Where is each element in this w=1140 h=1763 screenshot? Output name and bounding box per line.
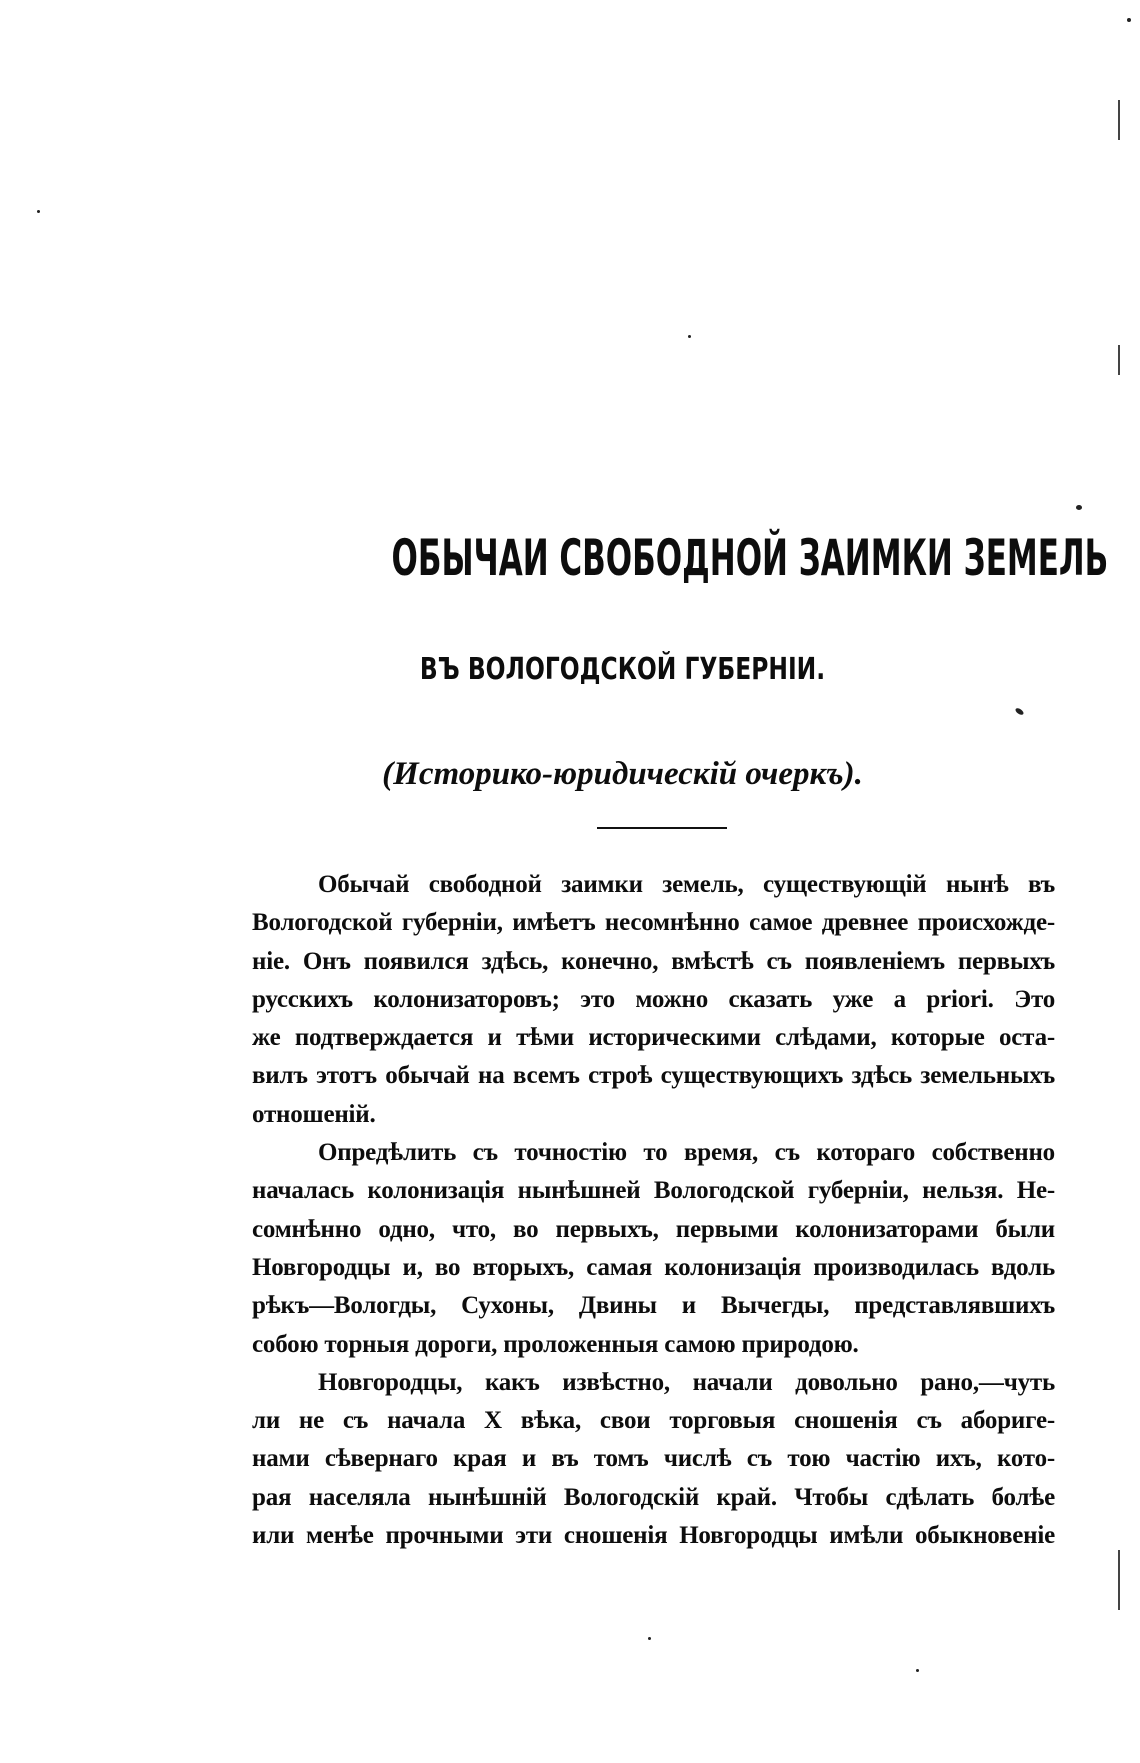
- scan-speck: [1127, 18, 1131, 22]
- text-line: Новгородцы, какъ извѣстно, начали довольно рано,—чуть: [318, 1368, 1055, 1396]
- page-subtitle: ВЪ ВОЛОГОДСКОЙ ГУБЕРНІИ.: [419, 652, 826, 687]
- paragraph: [252, 1134, 1055, 1364]
- text-line: ніе. Онъ появился здѣсь, конечно, вмѣстѣ съ появленіемъ первыхъ: [252, 947, 1055, 975]
- text-line: сомнѣнно одно, что, во первыхъ, первыми колонизаторами были: [252, 1215, 1055, 1243]
- text-line: Новгородцы и, во вторыхъ, самая колонизація производилась вдоль: [252, 1253, 1055, 1281]
- page-title: ОБЫЧАИ СВОБОДНОЙ ЗАИМКИ ЗЕМЕЛЬ: [391, 529, 1109, 587]
- text-line: рѣкъ—Вологды, Сухоны, Двины и Вычегды, представлявшихъ: [252, 1292, 1055, 1320]
- text-line: Обычай свободной заимки земель, существующій нынѣ въ: [318, 871, 1055, 898]
- text-line: рая населяла нынѣшній Вологодскій край. Чтобы сдѣлать болѣе: [252, 1483, 1055, 1511]
- text-line: началась колонизація нынѣшней Вологодской губерніи, нельзя. Не-: [252, 1177, 1055, 1205]
- scan-edge-mark: [1118, 1550, 1120, 1610]
- scan-speck: [37, 210, 40, 213]
- scan-speck: [916, 1669, 919, 1672]
- scan-speck: [648, 1637, 651, 1640]
- text-line: собою торныя дороги, проложенныя самою природою.: [252, 1330, 859, 1358]
- scan-edge-mark: [1118, 345, 1120, 375]
- scan-edge-mark: [1118, 100, 1120, 140]
- text-line: Вологодской губерніи, имѣетъ несомнѣнно самое древнее происхожде-: [252, 909, 1055, 937]
- scan-speck: [688, 335, 691, 338]
- text-line: ли не съ начала X вѣка, свои торговыя сношенія съ абориге-: [252, 1407, 1055, 1435]
- paragraph: [252, 1364, 1055, 1555]
- text-line: вилъ этотъ обычай на всемъ строѣ существующихъ здѣсь земельныхъ: [252, 1062, 1055, 1090]
- scan-speck: [1014, 707, 1024, 716]
- section-divider: [597, 827, 727, 829]
- text-line: нами сѣвернаго края и въ томъ числѣ съ тою частію ихъ, кото-: [252, 1445, 1055, 1473]
- scan-speck: [1076, 505, 1082, 510]
- text-line: Опредѣлить съ точностію то время, съ котораго собственно: [318, 1139, 1055, 1167]
- paragraph: [252, 866, 1055, 1134]
- text-line: отношеній.: [252, 1100, 376, 1128]
- genre-caption: (Историко-юридическій очеркъ).: [382, 756, 863, 792]
- text-line: же подтверждается и тѣми историческими слѣдами, которые оста-: [252, 1024, 1055, 1052]
- body-text: [252, 866, 1055, 1555]
- text-line: русскихъ колонизаторовъ; это можно сказать уже a priori. Это: [252, 985, 1055, 1013]
- text-line: или менѣе прочными эти сношенія Новгородцы имѣли обыкновеніе: [252, 1522, 1055, 1550]
